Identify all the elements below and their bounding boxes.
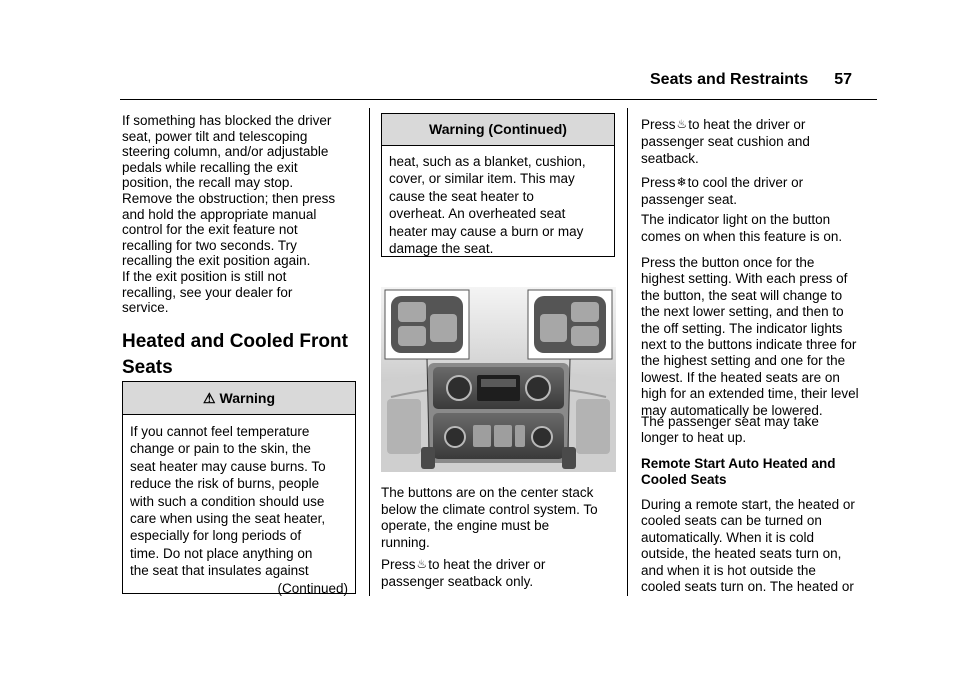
text-line: recalling for two seconds. Try	[122, 237, 297, 253]
text-line: may automatically be lowered.	[641, 402, 823, 418]
section-heading	[122, 329, 367, 381]
seat-buttons-photo	[381, 287, 616, 472]
intro-paragraph	[122, 113, 362, 316]
text-line: change or pain to the skin, the	[130, 441, 311, 457]
text-line: the highest setting and one for the	[641, 353, 846, 369]
text-run: Press	[641, 175, 676, 190]
text-line: below the climate control system. To	[381, 501, 598, 517]
text-run: to cool the driver or	[687, 175, 804, 190]
text-line: recalling the exit position again.	[122, 253, 311, 269]
text-line: If you cannot feel temperature	[130, 424, 310, 439]
warning-triangle-icon: ⚠	[202, 390, 216, 406]
text-line: lowest. If the heated seats are on	[641, 369, 840, 385]
text-line: The buttons are on the center stack	[381, 485, 594, 500]
text-line: heat, such as a blanket, cushion,	[389, 154, 586, 169]
text-line: the button, the seat will change to	[641, 287, 843, 303]
settings-paragraph	[641, 255, 881, 419]
warning-continued-title: Warning (Continued)	[382, 114, 614, 146]
text-line: and hold the appropriate manual	[122, 206, 317, 222]
text-line: the off setting. The indicator lights	[641, 320, 843, 336]
text-line: If the exit position is still not	[122, 268, 287, 284]
press-cool-paragraph	[641, 174, 881, 209]
text-line: high for an extended time, their level	[641, 386, 859, 402]
text-line: cooled seats turn on. The heated or	[641, 579, 854, 595]
text-line: especially for long periods of	[130, 528, 302, 544]
text-line: seatback.	[641, 150, 699, 166]
warning-continued-body	[382, 146, 614, 257]
text-run: to heat the driver or	[428, 557, 546, 572]
text-line: reduce the risk of burns, people	[130, 476, 320, 492]
text-line: passenger seat.	[641, 191, 738, 207]
center-stack-illustration	[381, 287, 616, 472]
text-run: Press	[641, 117, 676, 132]
text-line: service.	[122, 300, 169, 316]
heated-seatback-icon: ♨	[416, 557, 428, 571]
running-header	[650, 71, 852, 89]
text-line: steering column, and/or adjustable	[122, 144, 329, 160]
warning-body	[123, 415, 355, 597]
text-line: automatically. When it is cold	[641, 529, 815, 545]
header-rule	[120, 99, 877, 100]
text-line: Press the button once for the	[641, 255, 815, 270]
text-line: next to the buttons indicate three for	[641, 337, 857, 353]
text-line: Remote Start Auto Heated and	[641, 456, 836, 471]
text-line: The passenger seat may take	[641, 414, 819, 429]
text-line: comes on when this feature is on.	[641, 228, 843, 244]
text-line: running.	[381, 534, 430, 550]
text-line: with such a condition should use	[130, 493, 325, 509]
text-line: cause the seat heater to	[389, 188, 534, 204]
text-line: damage the seat.	[389, 241, 494, 257]
heading-line: Heated and Cooled Front	[122, 331, 348, 352]
remote-start-heading	[641, 456, 881, 488]
text-line: operate, the engine must be	[381, 518, 550, 533]
text-line: If something has blocked the driver	[122, 113, 332, 128]
warning-box	[122, 381, 356, 594]
press-heat-paragraph	[641, 116, 881, 167]
text-line: cover, or similar item. This may	[389, 171, 575, 187]
text-line: control for the exit feature not	[122, 222, 298, 238]
passenger-paragraph	[641, 414, 881, 447]
text-line: outside, the heated seats turn on,	[641, 546, 842, 562]
text-line: and when it is hot outside the	[641, 562, 816, 578]
text-line: highest setting. With each press of	[641, 271, 848, 287]
cooled-seat-icon: ❄	[676, 175, 687, 189]
text-line: heater may cause a burn or may	[389, 223, 584, 239]
text-line: Cooled Seats	[641, 472, 727, 488]
warning-title: Warning	[219, 390, 276, 406]
column-divider-right	[627, 108, 628, 596]
text-line: The indicator light on the button	[641, 212, 831, 227]
page-number: 57	[834, 71, 853, 88]
indicator-paragraph	[641, 212, 881, 245]
column-divider-left	[369, 108, 370, 596]
text-line: time. Do not place anything on	[130, 545, 313, 561]
text-line: position, the recall may stop.	[122, 175, 294, 191]
press-seatback-paragraph	[381, 556, 621, 590]
text-run: Press	[381, 557, 416, 572]
text-line: seat heater may cause burns. To	[130, 458, 326, 474]
text-line: the next lower setting, and then to	[641, 304, 844, 320]
heated-seat-icon: ♨	[676, 117, 688, 131]
text-run: to heat the driver or	[688, 117, 806, 132]
heading-line: Seats	[122, 357, 173, 378]
section-title: Seats and Restraints	[650, 71, 809, 88]
warning-continued-box	[381, 113, 615, 257]
text-line: Remove the obstruction; then press	[122, 190, 336, 206]
text-line: longer to heat up.	[641, 430, 747, 446]
text-line: cooled seats can be turned on	[641, 513, 822, 529]
text-line: the seat that insulates against	[130, 563, 309, 579]
text-line: During a remote start, the heated or	[641, 497, 855, 512]
continued-label: (Continued)	[277, 580, 348, 596]
text-line: overheat. An overheated seat	[389, 206, 566, 222]
text-line: passenger seatback only.	[381, 574, 534, 589]
text-line: care when using the seat heater,	[130, 511, 326, 527]
text-line: recalling, see your dealer for	[122, 284, 293, 300]
text-line: passenger seat cushion and	[641, 133, 810, 149]
photo-caption	[381, 485, 621, 551]
text-line: seat, power tilt and telescoping	[122, 128, 308, 144]
warning-title-bar	[123, 382, 355, 415]
remote-start-paragraph	[641, 497, 881, 595]
text-line: pedals while recalling the exit	[122, 159, 298, 175]
